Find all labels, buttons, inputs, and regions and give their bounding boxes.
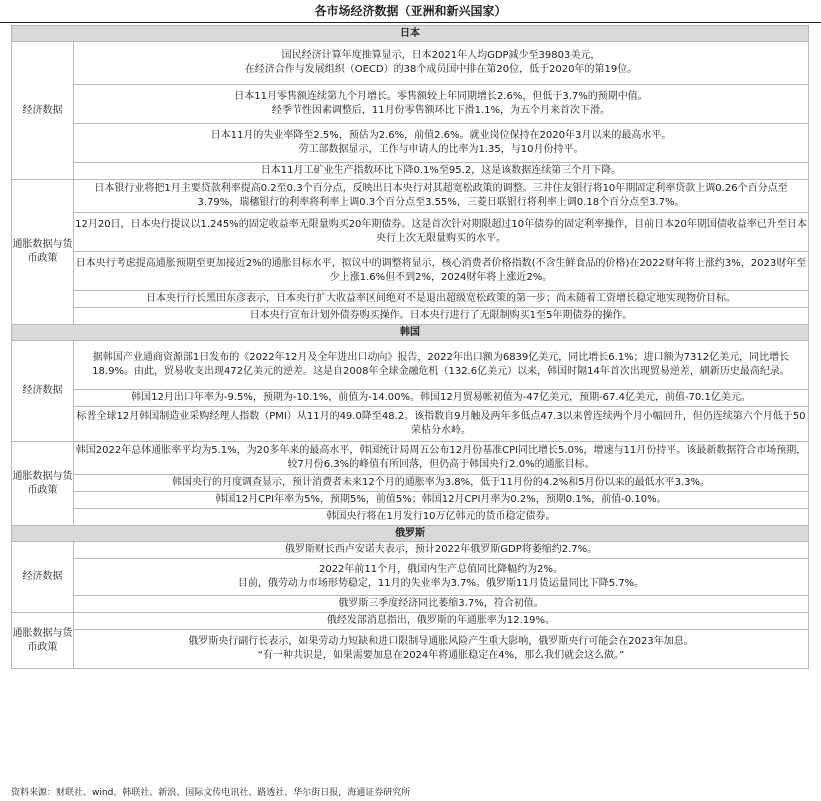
data-entry: 俄罗斯央行副行长表示，如果劳动力短缺和进口限制导通胀风险产生重大影响，俄罗斯央行可能会在2023年加息。 “有一种共识是，如果需要加息在2024年将通胀稳定在4%，那么我们就会这么做。” [74, 630, 809, 669]
data-entry: 韩国央行的月度调查显示，预计消费者未来12个月的通胀率为3.8%，低于11月份的4.2%和5月份以来的最低水平3.3%。 [74, 475, 809, 492]
data-entry: 2022年前11个月，俄国内生产总值同比降幅约为2%。 目前，俄劳动力市场形势稳定，11月的失业率为3.7%。俄罗斯11月货运量同比下降5.7%。 [74, 559, 809, 596]
category-label: 通胀数据与货币政策 [12, 442, 74, 526]
country-header-japan: 日本 [12, 26, 809, 42]
data-entry: 俄罗斯财长西卢安诺夫表示，预计2022年俄罗斯GDP将萎缩约2.7%。 [74, 542, 809, 559]
category-label: 经济数据 [12, 542, 74, 613]
data-entry: 韩国2022年总体通胀率平均为5.1%，为20多年来的最高水平，韩国统计局周五公布12月份基准CPI同比增长5.0%，增速与11月份持平。该最新数据符合市场预期，较7月份6.3%的峰值有所回落，但仍高于韩国央行2.0%的通胀目标。 [74, 442, 809, 475]
data-entry: 俄经发部消息指出，俄罗斯的年通胀率为12.19%。 [74, 613, 809, 630]
category-label: 通胀数据与货币政策 [12, 180, 74, 325]
data-entry: 据韩国产业通商资源部1日发布的《2022年12月及全年进出口动向》报告，2022年出口额为6839亿美元，同比增长6.1%；进口额为7312亿美元，同比增长18.9%。由此，贸易收支出现472亿美元的逆差。这是自2008年全球金融危机（132.6亿美元）以来，韩国时隔14年首次出现贸易逆差，刷新历史最高纪录。 [74, 341, 809, 390]
data-entry: 日本央行宣布计划外债券购买操作。日本央行进行了无限制购买1至5年期债券的操作。 [74, 308, 809, 325]
data-entry: 韩国央行将在1月发行10万亿韩元的货币稳定债券。 [74, 509, 809, 526]
data-entry: 国民经济计算年度推算显示，日本2021年人均GDP减少至39803美元， 在经济合作与发展组织（OECD）的38个成员国中排在第20位，低于2020年的第19位。 [74, 42, 809, 85]
page-title: 各市场经济数据（亚洲和新兴国家） [0, 0, 821, 23]
data-entry: 韩国12月CPI年率为5%，预期5%，前值5%；韩国12月CPI月率为0.2%，预期0.1%，前值-0.10%。 [74, 492, 809, 509]
data-entry: 韩国12月出口年率为-9.5%，预期为-10.1%，前值为-14.00%。韩国12月贸易帐初值为-47亿美元，预期-67.4亿美元，前值-70.1亿美元。 [74, 390, 809, 407]
data-entry: 日本11月工矿业生产指数环比下降0.1%至95.2，这是该数据连续第三个月下降。 [74, 163, 809, 180]
data-entry: 日本银行业将把1月主要贷款利率提高0.2至0.3个百分点，反映出日本央行对其超宽松政策的调整。三井住友银行将10年期固定利率贷款上调0.26个百分点至3.79%，瑞穗银行的利率将利率上调0.3个百分点至3.55%，三菱日联银行将利率上调0.18个百分点至3.7%。 [74, 180, 809, 213]
data-entry: 12月20日，日本央行提议以1.245%的固定收益率无限量购买20年期债券。这是首次针对期限超过10年债券的固定利率操作，目前日本20年期国债收益率已升至日本央行上次无限量购买的水平。 [74, 213, 809, 252]
source-note: 资料来源：财联社、wind、韩联社、新浪、国际文传电讯社、路透社、华尔街日报，海通证券研究所 [11, 788, 411, 798]
category-label: 经济数据 [12, 42, 74, 180]
economic-data-table [11, 25, 809, 669]
data-entry: 日本11月的失业率降至2.5%，预估为2.6%，前值2.6%。就业岗位保持在2020年3月以来的最高水平。 劳工部数据显示，工作与申请人的比率为1.35，与10月份持平。 [74, 124, 809, 163]
category-label: 经济数据 [12, 341, 74, 442]
country-header-russia: 俄罗斯 [12, 526, 809, 542]
data-entry: 俄罗斯三季度经济同比萎缩3.7%，符合初值。 [74, 596, 809, 613]
category-label: 通胀数据与货币政策 [12, 613, 74, 669]
data-entry: 日本11月零售额连续第九个月增长。零售额较上年同期增长2.6%，但低于3.7%的预期中值。 经季节性因素调整后，11月份零售额环比下滑1.1%，为五个月来首次下滑。 [74, 85, 809, 124]
data-entry: 标普全球12月韩国制造业采购经理人指数（PMI）从11月的49.0降至48.2。该指数自9月触及两年多低点47.3以来曾连续两个月小幅回升，但仍连续第六个月低于50荣枯分水岭。 [74, 407, 809, 442]
data-entry: 日本央行考虑提高通胀预期至更加接近2%的通胀目标水平，拟议中的调整将显示，核心消费者价格指数(不含生鲜食品的价格)在2022财年将上涨约3%，2023财年至少上涨1.6%但不到2%，2024财年将上涨近2%。 [74, 252, 809, 291]
country-header-korea: 韩国 [12, 325, 809, 341]
data-entry: 日本央行行长黑田东彦表示，日本央行扩大收益率区间绝对不是退出超级宽松政策的第一步；尚未随着工资增长稳定地实现物价目标。 [74, 291, 809, 308]
